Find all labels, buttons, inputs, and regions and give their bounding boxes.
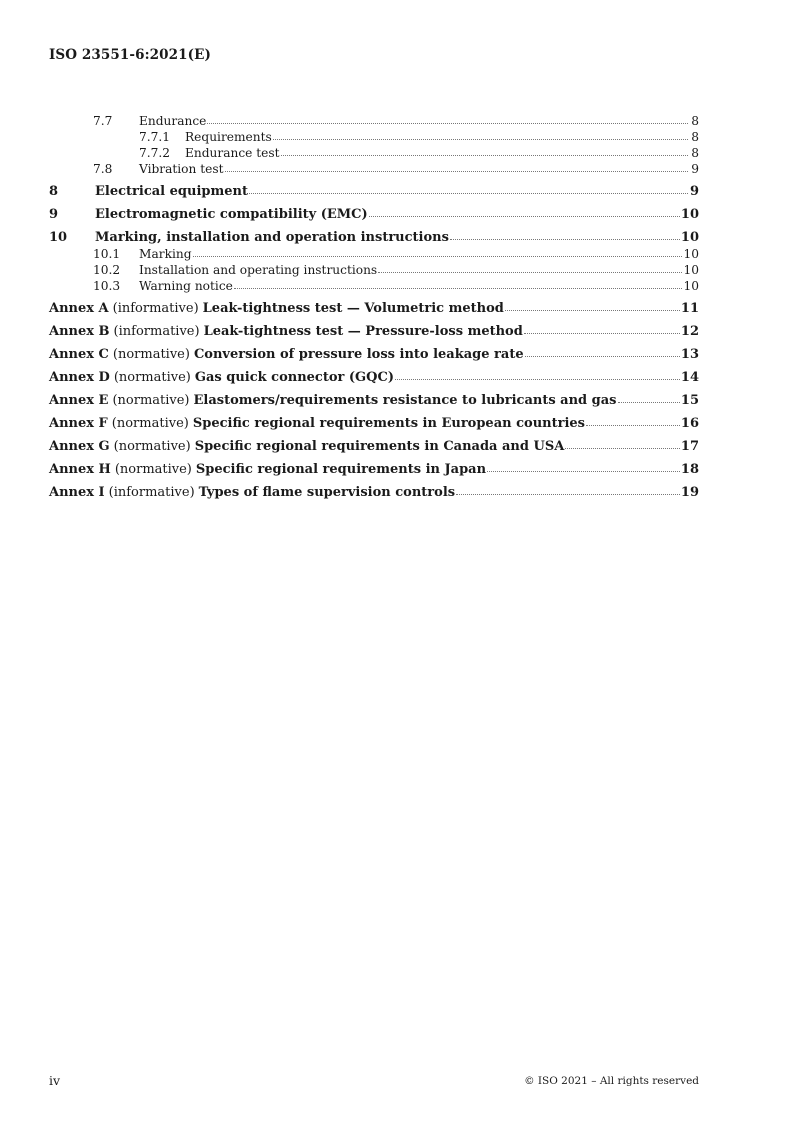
toc-entry-label: Endurance [139,114,207,128]
annex-type: (normative) [113,439,191,454]
dot-leader [618,392,680,403]
toc-entry-page: 10 [683,279,699,293]
dot-leader [586,415,680,426]
table-of-contents [49,113,699,501]
annex-heading: Annex I [49,485,105,500]
dot-leader [395,369,680,380]
dot-leader [565,438,680,449]
dot-leader [225,161,689,172]
toc-entry-label: Marking [139,247,192,261]
toc-entry-label: Leak-tightness test — Pressure-loss method [203,324,523,339]
toc-entry-label: Electrical equipment [95,184,248,199]
dot-leader [234,278,683,289]
toc-entry-7-7-1[interactable] [49,129,699,145]
toc-entry-page: 8 [691,146,699,160]
toc-entry-label: Gas quick connector (GQC) [194,370,394,385]
toc-entry-number: 8 [49,184,59,199]
toc-entry-number: 10.2 [93,263,121,277]
toc-entry-page: 10 [680,230,699,245]
toc-entry-7-8[interactable] [49,161,699,177]
annex-type: (informative) [108,485,195,500]
dot-leader [524,323,680,334]
toc-entry-number: 7.7 [93,114,113,128]
annex-heading: Annex G [49,439,110,454]
annex-heading: Annex H [49,462,111,477]
dot-leader [369,206,680,217]
annex-heading: Annex A [49,301,109,316]
toc-entry-10-3[interactable] [49,278,699,294]
toc-entry-page: 10 [680,207,699,222]
dot-leader [525,346,680,357]
toc-entry-number: 7.7.2 [139,146,171,160]
document-id: ISO 23551-6:2021(E) [49,47,212,63]
toc-entry-number: 10 [49,230,68,245]
toc-entry-annex-h[interactable] [49,462,699,478]
toc-entry-page: 15 [680,393,699,408]
toc-entry-page: 18 [680,462,699,477]
annex-heading: Annex D [49,370,110,385]
toc-entry-label: Specific regional requirements in Canada and USA [194,439,565,454]
toc-entry-label: Types of flame supervision controls [198,485,456,500]
toc-entry-annex-i[interactable] [49,485,699,501]
annex-heading: Annex F [49,416,108,431]
toc-entry-annex-c[interactable] [49,347,699,363]
toc-entry-page: 12 [680,324,699,339]
copyright-notice: © ISO 2021 – All rights reserved [524,1075,699,1087]
dot-leader [207,113,688,124]
toc-entry-annex-b[interactable] [49,324,699,340]
toc-entry-label: Conversion of pressure loss into leakage rate [193,347,524,362]
toc-entry-annex-f[interactable] [49,416,699,432]
dot-leader [505,300,680,311]
toc-entry-annex-g[interactable] [49,439,699,455]
annex-type: (normative) [114,462,192,477]
toc-entry-7-7-2[interactable] [49,145,699,161]
annex-type: (informative) [112,301,199,316]
toc-entry-number: 10.3 [93,279,121,293]
page-number: iv [49,1073,61,1088]
toc-entry-page: 9 [691,162,699,176]
dot-leader [273,129,688,140]
annex-heading: Annex C [49,347,109,362]
toc-entry-label: Requirements [185,130,272,144]
annex-type: (normative) [111,416,189,431]
toc-entry-label: Specific regional requirements in Japan [195,462,487,477]
dot-leader [249,183,688,194]
toc-entry-annex-a[interactable] [49,301,699,317]
toc-entry-7-7[interactable] [49,113,699,129]
toc-entry-number: 9 [49,207,59,222]
toc-entry-10-1[interactable] [49,246,699,262]
toc-entry-page: 14 [680,370,699,385]
toc-entry-page: 16 [680,416,699,431]
dot-leader [487,461,680,472]
toc-entry-page: 11 [680,301,699,316]
toc-entry-10[interactable] [49,230,699,246]
toc-entry-label: Elastomers/requirements resistance to lubricants and gas [193,393,617,408]
toc-entry-label: Vibration test [139,162,224,176]
toc-entry-page: 9 [689,184,699,199]
toc-entry-number: 10.1 [93,247,121,261]
toc-entry-annex-e[interactable] [49,393,699,409]
annex-type: (normative) [113,370,191,385]
toc-entry-page: 13 [680,347,699,362]
dot-leader [281,145,688,156]
toc-entry-label: Electromagnetic compatibility (EMC) [95,207,368,222]
annex-type: (normative) [112,393,190,408]
toc-entry-label: Installation and operating instructions [139,263,378,277]
dot-leader [378,262,682,273]
toc-entry-page: 10 [683,247,699,261]
dot-leader [456,484,680,495]
toc-entry-label: Marking, installation and operation instructions [95,230,449,245]
annex-type: (normative) [112,347,190,362]
toc-entry-label: Endurance test [185,146,280,160]
dot-leader [193,246,683,257]
toc-entry-number: 7.7.1 [139,130,171,144]
toc-entry-annex-d[interactable] [49,370,699,386]
annex-heading: Annex B [49,324,110,339]
annex-type: (informative) [113,324,200,339]
toc-entry-number: 7.8 [93,162,113,176]
toc-entry-page: 8 [691,130,699,144]
toc-entry-8[interactable] [49,184,699,200]
toc-entry-page: 8 [691,114,699,128]
toc-entry-page: 10 [683,263,699,277]
toc-entry-label: Leak-tightness test — Volumetric method [202,301,504,316]
toc-entry-page: 19 [680,485,699,500]
toc-entry-label: Warning notice [139,279,233,293]
dot-leader [450,229,680,240]
annex-heading: Annex E [49,393,109,408]
toc-entry-page: 17 [680,439,699,454]
toc-entry-9[interactable] [49,207,699,223]
toc-entry-label: Specific regional requirements in European countries [192,416,585,431]
toc-entry-10-2[interactable] [49,262,699,278]
